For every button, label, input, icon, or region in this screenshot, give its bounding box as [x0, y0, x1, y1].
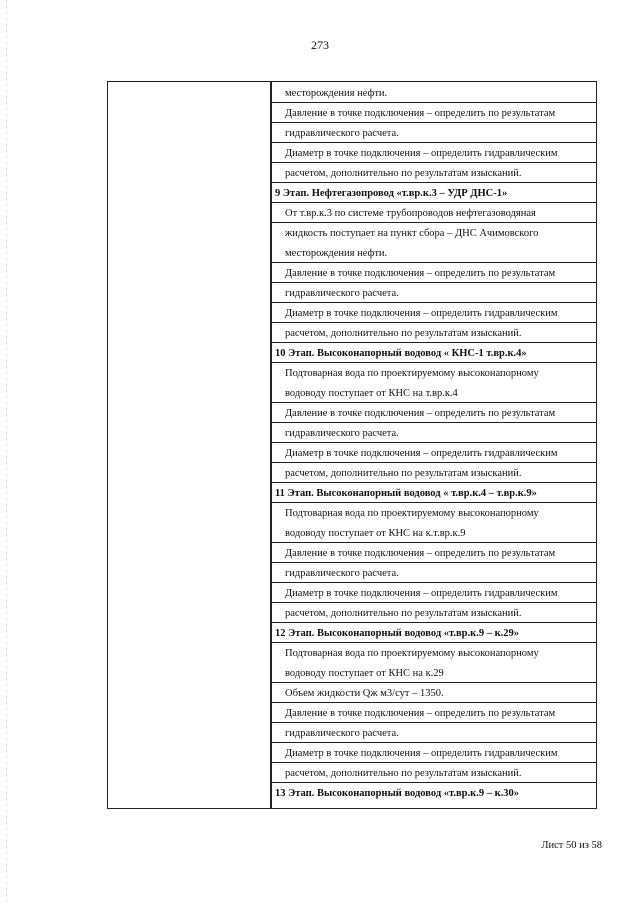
section-heading: 12 Этап. Высоконапорный водовод «т.вр.к.9 – к.29» [275, 628, 519, 639]
text-line: Подтоварная вода по проектируемому высоконапорному [285, 368, 539, 379]
row-divider [272, 602, 596, 603]
document-table [107, 81, 597, 809]
text-line: Диаметр в точке подключения – определить гидравлическим [285, 148, 558, 159]
row-divider [272, 422, 596, 423]
row-divider [272, 762, 596, 763]
text-line: водоводу поступает от КНС на т.вр.к.4 [285, 388, 458, 399]
row-divider [272, 162, 596, 163]
text-line: водоводу поступает от КНС на к.т.вр.к.9 [285, 528, 466, 539]
table-left-column [108, 82, 271, 808]
row-divider [272, 502, 596, 503]
text-line: Диаметр в точке подключения – определить гидравлическим [285, 748, 558, 759]
text-line: гидравлического расчета. [285, 128, 399, 139]
row-divider [272, 442, 596, 443]
row-divider [272, 702, 596, 703]
row-divider [272, 482, 596, 483]
text-line: Давление в точке подключения – определить по результатам [285, 108, 556, 119]
row-divider [272, 642, 596, 643]
text-line: гидравлического расчета. [285, 568, 399, 579]
text-line: гидравлического расчета. [285, 728, 399, 739]
text-line: месторождения нефти. [285, 88, 388, 99]
row-divider [272, 102, 596, 103]
text-line: Давление в точке подключения – определить по результатам [285, 408, 556, 419]
text-line: От т.вр.к.3 по системе трубопроводов нефтегазоводяная [285, 208, 536, 219]
text-line: водоводу поступает от КНС на к.29 [285, 668, 444, 679]
section-heading: 9 Этап. Нефтегазопровод «т.вр.к.3 – УДР ДНС-1» [275, 188, 508, 199]
text-line: Диаметр в точке подключения – определить гидравлическим [285, 448, 558, 459]
text-line: Объем жидкости Qж м3/сут – 1350. [285, 688, 444, 699]
row-divider [272, 262, 596, 263]
row-divider [272, 542, 596, 543]
row-divider [272, 622, 596, 623]
row-divider [272, 122, 596, 123]
row-divider [272, 402, 596, 403]
row-divider [272, 462, 596, 463]
row-divider [272, 302, 596, 303]
table-right-column [271, 82, 596, 808]
sheet-counter: Лист 50 из 58 [541, 840, 602, 851]
text-line: расчетом, дополнительно по результатам изысканий. [285, 168, 522, 179]
text-line: гидравлического расчета. [285, 428, 399, 439]
section-heading: 11 Этап. Высоконапорный водовод « т.вр.к.4 – т.вр.к.9» [275, 488, 537, 499]
row-divider [272, 722, 596, 723]
row-divider [272, 782, 596, 783]
row-divider [272, 582, 596, 583]
row-divider [272, 282, 596, 283]
scan-margin [6, 0, 7, 905]
text-line: расчетом, дополнительно по результатам изысканий. [285, 468, 522, 479]
page-number: 273 [311, 38, 329, 52]
section-heading: 13 Этап. Высоконапорный водовод «т.вр.к.9 – к.30» [275, 788, 519, 799]
row-divider [272, 142, 596, 143]
row-divider [272, 682, 596, 683]
text-line: Подтоварная вода по проектируемому высоконапорному [285, 648, 539, 659]
row-divider [272, 322, 596, 323]
text-line: Подтоварная вода по проектируемому высоконапорному [285, 508, 539, 519]
row-divider [272, 742, 596, 743]
row-divider [272, 562, 596, 563]
row-divider [272, 182, 596, 183]
text-line: Давление в точке подключения – определить по результатам [285, 268, 556, 279]
text-line: расчетом, дополнительно по результатам изысканий. [285, 768, 522, 779]
text-line: Диаметр в точке подключения – определить гидравлическим [285, 308, 558, 319]
text-line: расчетом, дополнительно по результатам изысканий. [285, 328, 522, 339]
text-line: месторождения нефти. [285, 248, 388, 259]
row-divider [272, 342, 596, 343]
text-line: жидкость поступает на пункт сбора – ДНС Ачимовского [285, 228, 539, 239]
text-line: Диаметр в точке подключения – определить гидравлическим [285, 588, 558, 599]
section-heading: 10 Этап. Высоконапорный водовод « КНС-1 т.вр.к.4» [275, 348, 527, 359]
text-line: Давление в точке подключения – определить по результатам [285, 708, 556, 719]
text-line: расчетом, дополнительно по результатам изысканий. [285, 608, 522, 619]
row-divider [272, 222, 596, 223]
text-line: Давление в точке подключения – определить по результатам [285, 548, 556, 559]
row-divider [272, 362, 596, 363]
row-divider [272, 202, 596, 203]
text-line: гидравлического расчета. [285, 288, 399, 299]
